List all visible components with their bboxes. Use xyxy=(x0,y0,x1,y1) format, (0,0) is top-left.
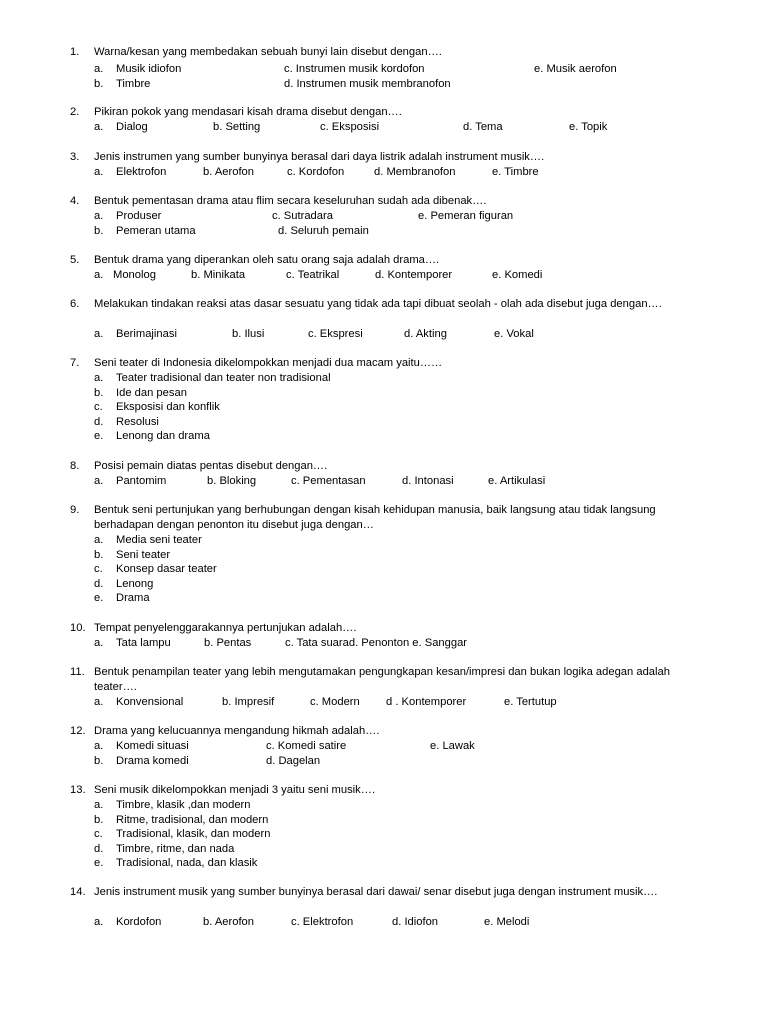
question-stem: Melakukan tindakan reaksi atas dasar sesuatu yang tidak ada tapi dibuat seolah - olah ada disebut juga dengan…. xyxy=(94,298,662,310)
option-text: e. Tertutup xyxy=(504,696,557,708)
question-number: 4. xyxy=(70,195,80,207)
option-letter: a. xyxy=(94,696,104,708)
option-text: c. Komedi satire xyxy=(266,740,347,752)
option-letter: b. xyxy=(94,813,104,826)
question-number: 8. xyxy=(70,460,80,472)
option-text: Tradisional, klasik, dan modern xyxy=(116,828,271,840)
option-text: Pemeran utama xyxy=(116,225,196,237)
option-text: d . Kontemporer xyxy=(386,696,467,708)
option-text: d. Seluruh pemain xyxy=(278,225,369,237)
option-letter: b. xyxy=(94,548,104,561)
question-stem: Bentuk pementasan drama atau flim secara keseluruhan sudah ada dibenak…. xyxy=(94,195,487,207)
option-letter: a. xyxy=(94,799,104,811)
option-text: Lenong xyxy=(116,577,154,590)
question-stem: Jenis instrumen yang sumber bunyinya berasal dari daya listrik adalah instrument musik…. xyxy=(94,151,545,163)
option-text: d. Akting xyxy=(404,328,447,340)
option-letter: a. xyxy=(94,166,104,178)
question-stem: Bentuk drama yang diperankan oleh satu orang saja adalah drama…. xyxy=(94,254,440,266)
question-stem: Jenis instrument musik yang sumber bunyinya berasal dari dawai/ senar disebut juga dengan instrument musik…. xyxy=(94,886,658,898)
option-letter: a. xyxy=(94,328,104,340)
option-letter: a. xyxy=(94,740,104,752)
question-number: 11. xyxy=(70,666,85,678)
option-text: Dialog xyxy=(116,121,148,133)
option-text: c. Pementasan xyxy=(291,475,366,487)
question-stem: Posisi pemain diatas pentas disebut dengan…. xyxy=(94,460,328,472)
question-number: 6. xyxy=(70,298,80,310)
option-letter: c. xyxy=(94,828,103,840)
option-text: Timbre xyxy=(116,78,151,90)
option-text: c. Elektrofon xyxy=(291,916,354,928)
option-text: Pantomim xyxy=(116,475,167,487)
option-text: b. Impresif xyxy=(222,696,275,708)
option-text: e. Pemeran figuran xyxy=(418,210,514,222)
question-number: 3. xyxy=(70,151,80,163)
option-letter: a. xyxy=(94,121,104,133)
option-text: e. Lawak xyxy=(430,740,475,752)
option-text: Drama komedi xyxy=(116,755,189,767)
option-text: c. Teatrikal xyxy=(286,269,340,281)
option-text: Berimajinasi xyxy=(116,328,177,340)
option-text: Ide dan pesan xyxy=(116,386,187,399)
question-number: 13. xyxy=(70,784,86,796)
option-letter: d. xyxy=(94,577,104,590)
question-stem: Bentuk seni pertunjukan yang berhubungan dengan kisah kehidupan manusia, baik langsung atau tidak langsung berhadapan dengan penonton itu disebut juga dengan… xyxy=(94,504,656,531)
question-stem: Pikiran pokok yang mendasari kisah drama disebut dengan…. xyxy=(94,106,402,118)
question-number: 7. xyxy=(70,357,80,369)
option-text: c. Tata suarad. Penonton e. Sanggar xyxy=(285,637,468,649)
option-text: c. Eksposisi xyxy=(320,121,380,133)
option-text: Ritme, tradisional, dan modern xyxy=(116,813,269,826)
option-text: c. Sutradara xyxy=(272,210,333,222)
option-text: Timbre, klasik ,dan modern xyxy=(116,799,251,811)
option-text: e. Artikulasi xyxy=(488,475,546,487)
option-text: Eksposisi dan konflik xyxy=(116,401,220,413)
option-text: c. Kordofon xyxy=(287,166,345,178)
option-letter: e. xyxy=(94,857,104,869)
option-text: Media seni teater xyxy=(116,534,202,546)
option-letter: b. xyxy=(94,78,104,90)
option-letter: b. xyxy=(94,755,104,767)
question-stem: Bentuk penampilan teater yang lebih mengutamakan pengungkapan kesan/impresi dan bukan logika adegan adalah teater…. xyxy=(94,666,670,693)
option-text: e. Melodi xyxy=(484,916,530,928)
option-text: Drama xyxy=(116,592,150,604)
option-text: e. Vokal xyxy=(494,328,534,340)
option-text: Tata lampu xyxy=(116,637,171,649)
option-text: d. Kontemporer xyxy=(375,269,453,281)
option-text: e. Topik xyxy=(569,121,608,133)
option-text: Seni teater xyxy=(116,548,171,561)
option-letter: e. xyxy=(94,592,104,604)
option-text: c. Modern xyxy=(310,696,360,708)
option-letter: b. xyxy=(94,225,104,237)
option-letter: a. xyxy=(94,534,104,546)
option-letter: b. xyxy=(94,386,104,399)
question-stem: Seni teater di Indonesia dikelompokkan menjadi dua macam yaitu…… xyxy=(94,357,443,369)
option-text: d. Membranofon xyxy=(374,166,456,178)
option-letter: a. xyxy=(94,916,104,928)
question-number: 1. xyxy=(70,46,80,58)
option-letter: d. xyxy=(94,415,104,428)
option-text: b. Aerofon xyxy=(203,166,255,178)
option-text: c. Instrumen musik kordofon xyxy=(284,63,425,75)
question-number: 14. xyxy=(70,886,86,898)
question-number: 9. xyxy=(70,504,80,516)
option-text: Elektrofon xyxy=(116,166,167,178)
option-letter: a. xyxy=(94,637,104,649)
option-text: Timbre, ritme, dan nada xyxy=(116,842,235,855)
question-stem: Drama yang kelucuannya mengandung hikmah adalah…. xyxy=(94,725,380,737)
option-text: c. Ekspresi xyxy=(308,328,363,340)
option-letter: a. xyxy=(94,475,104,487)
option-text: Tradisional, nada, dan klasik xyxy=(116,857,258,869)
question-stem: Tempat penyelenggarakannya pertunjukan adalah…. xyxy=(94,622,357,634)
option-text: Komedi situasi xyxy=(116,740,189,752)
question-number: 10. xyxy=(70,622,86,634)
option-text: b. Ilusi xyxy=(232,328,265,340)
option-letter: a. xyxy=(94,210,104,222)
option-text: Produser xyxy=(116,210,162,222)
option-text: d. Dagelan xyxy=(266,755,321,767)
option-text: b. Aerofon xyxy=(203,916,255,928)
option-text: Konvensional xyxy=(116,696,184,708)
question-stem: Seni musik dikelompokkan menjadi 3 yaitu seni musik…. xyxy=(94,784,376,796)
option-letter: c. xyxy=(94,401,103,413)
option-letter: a. xyxy=(94,269,104,281)
option-text: e. Musik aerofon xyxy=(534,63,617,75)
option-text: d. Intonasi xyxy=(402,475,454,487)
option-letter: a. xyxy=(94,63,104,75)
option-text: b. Minikata xyxy=(191,269,246,281)
option-text: Resolusi xyxy=(116,415,159,428)
option-text: d. Idiofon xyxy=(392,916,439,928)
option-text: Teater tradisional dan teater non tradisional xyxy=(116,372,331,384)
option-text: b. Pentas xyxy=(204,637,252,649)
option-text: Musik idiofon xyxy=(116,63,182,75)
option-text: e. Timbre xyxy=(492,166,539,178)
question-number: 2. xyxy=(70,106,80,118)
question-number: 12. xyxy=(70,725,86,737)
option-text: e. Komedi xyxy=(492,269,543,281)
option-letter: e. xyxy=(94,430,104,442)
option-text: b. Setting xyxy=(213,121,261,133)
option-text: Lenong dan drama xyxy=(116,430,210,442)
option-text: Kordofon xyxy=(116,916,162,928)
option-text: Monolog xyxy=(113,269,156,281)
option-letter: d. xyxy=(94,842,104,855)
option-text: d. Tema xyxy=(463,121,503,133)
question-number: 5. xyxy=(70,254,80,266)
option-text: b. Bloking xyxy=(207,475,257,487)
option-letter: c. xyxy=(94,563,103,575)
option-text: Konsep dasar teater xyxy=(116,563,217,575)
option-letter: a. xyxy=(94,372,104,384)
option-text: d. Instrumen musik membranofon xyxy=(284,78,451,90)
question-stem: Warna/kesan yang membedakan sebuah bunyi lain disebut dengan…. xyxy=(94,46,442,58)
